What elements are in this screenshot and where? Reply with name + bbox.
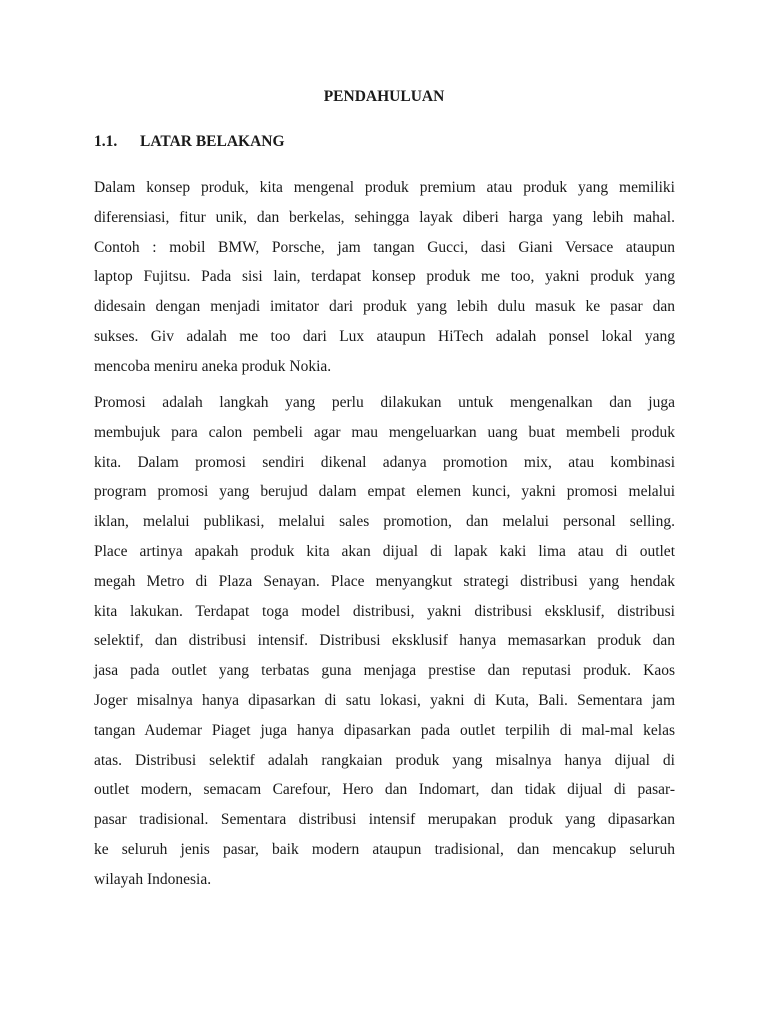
text-line: outlet modern, semacam Carefour, Hero dan Indomart, dan tidak dijual di pasar- (94, 781, 675, 799)
paragraph-1 (94, 173, 675, 382)
text-line: pasar tradisional. Sementara distribusi intensif merupakan produk yang dipasarkan (94, 811, 675, 829)
text-line: kita lakukan. Terdapat toga model distribusi, yakni distribusi eksklusif, distribusi (94, 602, 675, 620)
text-line: selektif, dan distribusi intensif. Distribusi eksklusif hanya memasarkan produk dan (94, 632, 675, 650)
text-line: tangan Audemar Piaget juga hanya dipasarkan pada outlet terpilih di mal-mal kelas (94, 721, 675, 739)
text-line: mencoba meniru aneka produk Nokia. (94, 357, 332, 375)
text-line: membujuk para calon pembeli agar mau mengeluarkan uang buat membeli produk (94, 423, 675, 441)
chapter-title: PENDAHULUAN (323, 88, 445, 105)
text-line: laptop Fujitsu. Pada sisi lain, terdapat konsep produk me too, yakni produk yang (94, 268, 675, 286)
text-line: didesain dengan menjadi imitator dari produk yang lebih dulu masuk ke pasar dan (94, 298, 675, 316)
text-line: kita. Dalam promosi sendiri dikenal adanya promotion mix, atau kombinasi (94, 453, 675, 471)
text-line: Contoh : mobil BMW, Porsche, jam tangan Gucci, dasi Giani Versace ataupun (94, 238, 675, 256)
text-line: program promosi yang berujud dalam empat elemen kunci, yakni promosi melalui (94, 483, 675, 501)
text-line: atas. Distribusi selektif adalah rangkaian produk yang misalnya hanya dijual di (94, 751, 675, 769)
text-line: Place artinya apakah produk kita akan dijual di lapak kaki lima atau di outlet (94, 542, 675, 560)
text-line: jasa pada outlet yang terbatas guna menjaga prestise dan reputasi produk. Kaos (94, 662, 675, 680)
text-line: iklan, melalui publikasi, melalui sales promotion, dan melalui personal selling. (94, 513, 675, 531)
section-heading (94, 131, 285, 153)
section-number: 1.1. (94, 133, 118, 150)
text-line: Dalam konsep produk, kita mengenal produk premium atau produk yang memiliki (94, 179, 675, 196)
text-line: Joger misalnya hanya dipasarkan di satu lokasi, yakni di Kuta, Bali. Sementara jam (94, 691, 675, 709)
text-line: diferensiasi, fitur unik, dan berkelas, sehingga layak diberi harga yang lebih mahal. (94, 208, 675, 226)
text-line: Promosi adalah langkah yang perlu dilakukan untuk mengenalkan dan juga (94, 394, 675, 411)
text-line: sukses. Giv adalah me too dari Lux ataupun HiTech adalah ponsel lokal yang (94, 327, 675, 345)
text-line: wilayah Indonesia. (94, 870, 212, 888)
section-title: LATAR BELAKANG (140, 133, 285, 150)
paragraph-2 (94, 388, 675, 895)
text-line: megah Metro di Plaza Senayan. Place menyangkut strategi distribusi yang hendak (94, 572, 675, 590)
text-line: ke seluruh jenis pasar, baik modern ataupun tradisional, dan mencakup seluruh (94, 840, 675, 858)
